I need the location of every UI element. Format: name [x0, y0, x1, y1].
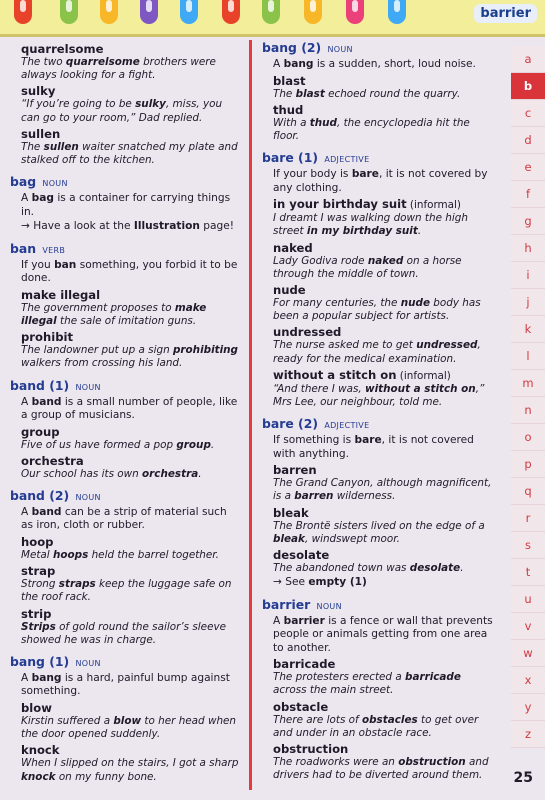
synonym-word: barricade [273, 657, 336, 672]
synonym [273, 241, 494, 281]
emphasis: obstruction [398, 755, 466, 768]
synonym [273, 700, 494, 740]
alphabet-tab-v[interactable]: v [511, 613, 545, 640]
synonym [273, 548, 494, 575]
synonym-word: sullen [21, 126, 61, 141]
synonym-word: blast [273, 73, 306, 88]
alphabet-tab-x[interactable]: x [511, 667, 545, 694]
informal-label: (informal) [396, 369, 451, 382]
emphasis: barrier [283, 614, 325, 627]
part-of-speech: VERB [42, 245, 66, 255]
emphasis: Illustration [133, 220, 200, 233]
emphasis: bleak [273, 532, 305, 545]
synonym-word: orchestra [21, 453, 84, 468]
pencil-shape [14, 0, 32, 24]
example-sentence: The nurse asked me to get undressed, ready for the medical examination. [273, 339, 481, 365]
synonym [21, 84, 242, 124]
synonym-word: make illegal [21, 287, 101, 302]
alphabet-tab-e[interactable]: e [511, 154, 545, 181]
part-of-speech: NOUN [42, 179, 68, 189]
part-of-speech: NOUN [316, 601, 342, 611]
dictionary-entry [262, 597, 494, 783]
emphasis: sulky [135, 98, 166, 111]
synonym-word: naked [273, 240, 313, 255]
alphabet-tab-o[interactable]: o [511, 424, 545, 451]
part-of-speech: NOUN [75, 658, 101, 668]
entry-headword: bare (1) ADJECTIVE [262, 150, 370, 166]
emphasis: prohibiting [172, 344, 238, 357]
synonym [21, 288, 242, 328]
example-sentence: The government proposes to make illegal the sale of imitation guns. [21, 301, 207, 327]
synonym [21, 701, 242, 741]
alphabet-tab-s[interactable]: s [511, 532, 545, 559]
pencil-highlight [146, 0, 152, 12]
emphasis: nude [400, 296, 430, 309]
pencil-shape [304, 0, 322, 24]
example-sentence: The protesters erected a barricade across the main street. [273, 671, 461, 697]
entry-definition: If you ban something, you forbid it to be done. [21, 258, 238, 285]
dictionary-entry [10, 42, 242, 167]
alphabet-tab-y[interactable]: y [511, 694, 545, 721]
dictionary-entry [262, 150, 494, 409]
synonym-word: obstacle [273, 699, 329, 714]
example-sentence: For many centuries, the nude body has been a popular subject for artists. [273, 296, 481, 323]
synonym [21, 607, 242, 647]
emphasis: orchestra [142, 467, 199, 480]
pencil-highlight [394, 0, 400, 12]
alphabet-tab-u[interactable]: u [511, 586, 545, 613]
example-sentence: The two quarrelsome brothers were always looking for a fight. [21, 56, 216, 82]
dictionary-entry [262, 416, 494, 590]
synonym-word: undressed [273, 325, 342, 340]
pencil-shape [222, 0, 240, 24]
pencil-highlight [20, 0, 26, 12]
synonym-word: barren [273, 463, 317, 478]
pencil-highlight [66, 0, 72, 12]
synonym-word: prohibit [21, 330, 74, 345]
synonym [21, 454, 242, 481]
example-sentence: Lady Godiva rode naked on a horse through the middle of town. [273, 254, 462, 280]
synonym [273, 368, 494, 409]
synonym-word: in your birthday suit (informal) [273, 197, 461, 212]
left-column [10, 40, 242, 791]
alphabet-tab-z[interactable]: z [511, 721, 545, 748]
part-of-speech: NOUN [327, 45, 353, 54]
emphasis: empty (1) [308, 576, 367, 589]
synonym [21, 330, 242, 370]
alphabet-tab-w[interactable]: w [511, 640, 545, 667]
emphasis: obstacles [361, 713, 418, 726]
part-of-speech: NOUN [75, 492, 101, 502]
pencil-highlight [268, 0, 274, 12]
emphasis: barren [294, 490, 334, 503]
example-sentence: Strong straps keep the luggage safe on the roof rack. [21, 578, 232, 604]
dictionary-entry [10, 654, 242, 784]
synonym-word: desolate [273, 547, 330, 562]
alphabet-tab-m[interactable]: m [511, 370, 545, 397]
emphasis: bag [31, 192, 54, 205]
synonym-word: hoop [21, 534, 54, 549]
synonym [273, 742, 494, 782]
cross-reference: → See empty (1) [273, 576, 367, 589]
synonym [21, 743, 242, 783]
entry-headword: bag NOUN [10, 174, 68, 190]
entry-definition: If something is bare, it is not covered with anything. [273, 434, 474, 460]
emphasis: straps [58, 578, 96, 591]
synonym [273, 506, 494, 546]
synonym-word: sulky [21, 84, 56, 99]
emphasis: blast [295, 87, 325, 100]
top-banner [0, 0, 545, 37]
synonym-word: quarrelsome [21, 42, 104, 56]
pencil-highlight [228, 0, 234, 12]
informal-label: (informal) [406, 199, 461, 212]
emphasis: undressed [416, 339, 478, 352]
emphasis: Strips [21, 620, 56, 633]
emphasis: sullen [43, 140, 79, 153]
synonym [21, 42, 242, 82]
emphasis: bare [354, 434, 382, 447]
synonym-word: thud [273, 102, 304, 117]
synonym [273, 463, 494, 503]
entry-headword: bang (1) NOUN [10, 653, 101, 669]
example-sentence: The roadworks were an obstruction and drivers had to be diverted around them. [273, 755, 489, 782]
synonym [273, 197, 494, 238]
pencil-shape [262, 0, 280, 24]
pencil-shape [346, 0, 364, 24]
alphabet-tab-i[interactable]: i [511, 262, 545, 289]
alphabet-tab-q[interactable]: q [511, 478, 545, 505]
pencil-shape [140, 0, 158, 24]
emphasis: in my birthday suit [306, 225, 418, 238]
alphabet-tab-f[interactable]: f [511, 181, 545, 208]
alphabet-tab-n[interactable]: n [511, 397, 545, 424]
entry-definition: A bang is a hard, painful bump against something. [21, 671, 230, 698]
pencil-highlight [186, 0, 192, 12]
synonym-word: bleak [273, 505, 309, 520]
pencil-shape [180, 0, 198, 24]
entry-definition: A band can be a strip of material such as iron, cloth or rubber. [21, 505, 227, 532]
example-sentence: The landowner put up a sign prohibiting walkers from crossing his land. [21, 344, 238, 370]
example-sentence: “If you’re going to be sulky, miss, you can go to your room,” Dad replied. [21, 98, 223, 124]
example-sentence: Our school has its own orchestra. [21, 467, 202, 480]
alphabet-tab-k[interactable]: k [511, 316, 545, 343]
entry-headword: ban VERB [10, 240, 66, 256]
dictionary-entry [262, 40, 494, 143]
alphabet-tab-l[interactable]: l [511, 343, 545, 370]
example-sentence: Kirstin suffered a blow to her head when the door opened suddenly. [21, 714, 237, 741]
example-sentence: With a thud, the encyclopedia hit the floor. [273, 116, 470, 142]
synonym [21, 564, 242, 604]
synonym [21, 535, 242, 562]
pencil-shape [60, 0, 78, 24]
example-sentence: Five of us have formed a pop group. [21, 438, 215, 451]
synonym [273, 283, 494, 323]
example-sentence: Strips of gold round the sailor’s sleeve showed he was in charge. [21, 620, 227, 646]
emphasis: hoops [53, 548, 89, 561]
entry-definition: If your body is bare, it is not covered by any clothing. [273, 168, 488, 194]
dictionary-entry [10, 241, 242, 371]
alphabet-tab-d[interactable]: d [511, 127, 545, 154]
synonym [273, 325, 494, 365]
pencil-highlight [106, 0, 112, 12]
entry-definition: A bag is a container for carrying things in. [21, 192, 231, 218]
entry-definition: A barrier is a fence or wall that prevents people or animals getting from one area to another. [273, 614, 493, 654]
alphabet-tab-h[interactable]: h [511, 235, 545, 262]
alphabet-tab-j[interactable]: j [511, 289, 545, 316]
emphasis: make illegal [21, 301, 207, 327]
synonym-word: knock [21, 743, 60, 758]
emphasis: band [31, 395, 62, 408]
synonym-word: group [21, 424, 60, 439]
example-sentence: The blast echoed round the quarry. [273, 87, 461, 100]
alphabet-tab-c[interactable]: c [511, 100, 545, 127]
emphasis: band [31, 505, 62, 518]
emphasis: bare [351, 168, 379, 181]
entry-headword: bang (2) NOUN [262, 40, 353, 55]
alphabet-tab-a[interactable]: a [511, 46, 545, 73]
page-number: 25 [513, 770, 533, 786]
synonym-word: strap [21, 564, 56, 579]
synonym-word: blow [21, 700, 52, 715]
right-column [262, 40, 494, 789]
emphasis: knock [21, 770, 56, 783]
dictionary-entry [10, 378, 242, 481]
emphasis: bang [31, 671, 62, 684]
synonym-word: without a stitch on (informal) [273, 367, 451, 382]
emphasis: thud [309, 116, 337, 129]
example-sentence: The Brontë sisters lived on the edge of a bleak, windswept moor. [273, 519, 485, 545]
synonym [273, 74, 494, 101]
alphabet-index [511, 46, 545, 748]
entry-headword: barrier NOUN [262, 596, 342, 612]
example-sentence: There are lots of obstacles to get over and under in an obstacle race. [273, 713, 479, 739]
example-sentence: Metal hoops held the barrel together. [21, 548, 219, 561]
dictionary-entry [10, 174, 242, 234]
emphasis: quarrelsome [65, 56, 140, 68]
emphasis: desolate [409, 561, 461, 574]
part-of-speech: NOUN [75, 382, 101, 392]
part-of-speech: ADJECTIVE [324, 421, 370, 431]
synonym-word: obstruction [273, 741, 349, 756]
dictionary-entry [10, 488, 242, 647]
entry-headword: bare (2) ADJECTIVE [262, 416, 370, 432]
emphasis: bang [283, 58, 314, 70]
emphasis: without a stitch on [365, 382, 476, 395]
guide-word: barrier [474, 4, 537, 23]
example-sentence: The abandoned town was desolate. [273, 561, 464, 574]
synonym-word: strip [21, 606, 52, 621]
synonym-word: nude [273, 282, 306, 297]
synonym [21, 425, 242, 452]
entry-headword: band (2) NOUN [10, 487, 101, 503]
emphasis: group [176, 438, 211, 451]
part-of-speech: ADJECTIVE [324, 155, 370, 165]
synonym [21, 127, 242, 167]
entry-definition: A bang is a sudden, short, loud noise. [273, 58, 476, 70]
example-sentence: The sullen waiter snatched my plate and stalked off to the kitchen. [21, 140, 238, 167]
pencil-highlight [310, 0, 316, 12]
alphabet-tab-r[interactable]: r [511, 505, 545, 532]
example-sentence: I dreamt I was walking down the high street in my birthday suit. [273, 212, 468, 238]
alphabet-tab-b[interactable]: b [511, 73, 545, 100]
alphabet-tab-p[interactable]: p [511, 451, 545, 478]
emphasis: barricade [405, 671, 461, 684]
column-divider [249, 40, 252, 790]
pencil-shape [100, 0, 118, 24]
emphasis: ban [54, 258, 77, 271]
alphabet-tab-g[interactable]: g [511, 208, 545, 235]
example-sentence: When I slipped on the stairs, I got a sharp knock on my funny bone. [21, 757, 239, 783]
example-sentence: The Grand Canyon, although magnificent, is a barren wilderness. [273, 477, 492, 503]
pencil-shape [388, 0, 406, 24]
synonym [273, 657, 494, 697]
entry-headword: band (1) NOUN [10, 377, 101, 393]
example-sentence: “And there I was, without a stitch on,” Mrs Lee, our neighbour, told me. [273, 382, 485, 408]
alphabet-tab-t[interactable]: t [511, 559, 545, 586]
emphasis: naked [367, 254, 404, 267]
emphasis: blow [113, 714, 142, 727]
pencil-highlight [352, 0, 358, 12]
synonym [273, 103, 494, 143]
entry-definition: A band is a small number of people, like a group of musicians. [21, 395, 238, 422]
cross-reference: → Have a look at the Illustration page! [21, 220, 234, 233]
